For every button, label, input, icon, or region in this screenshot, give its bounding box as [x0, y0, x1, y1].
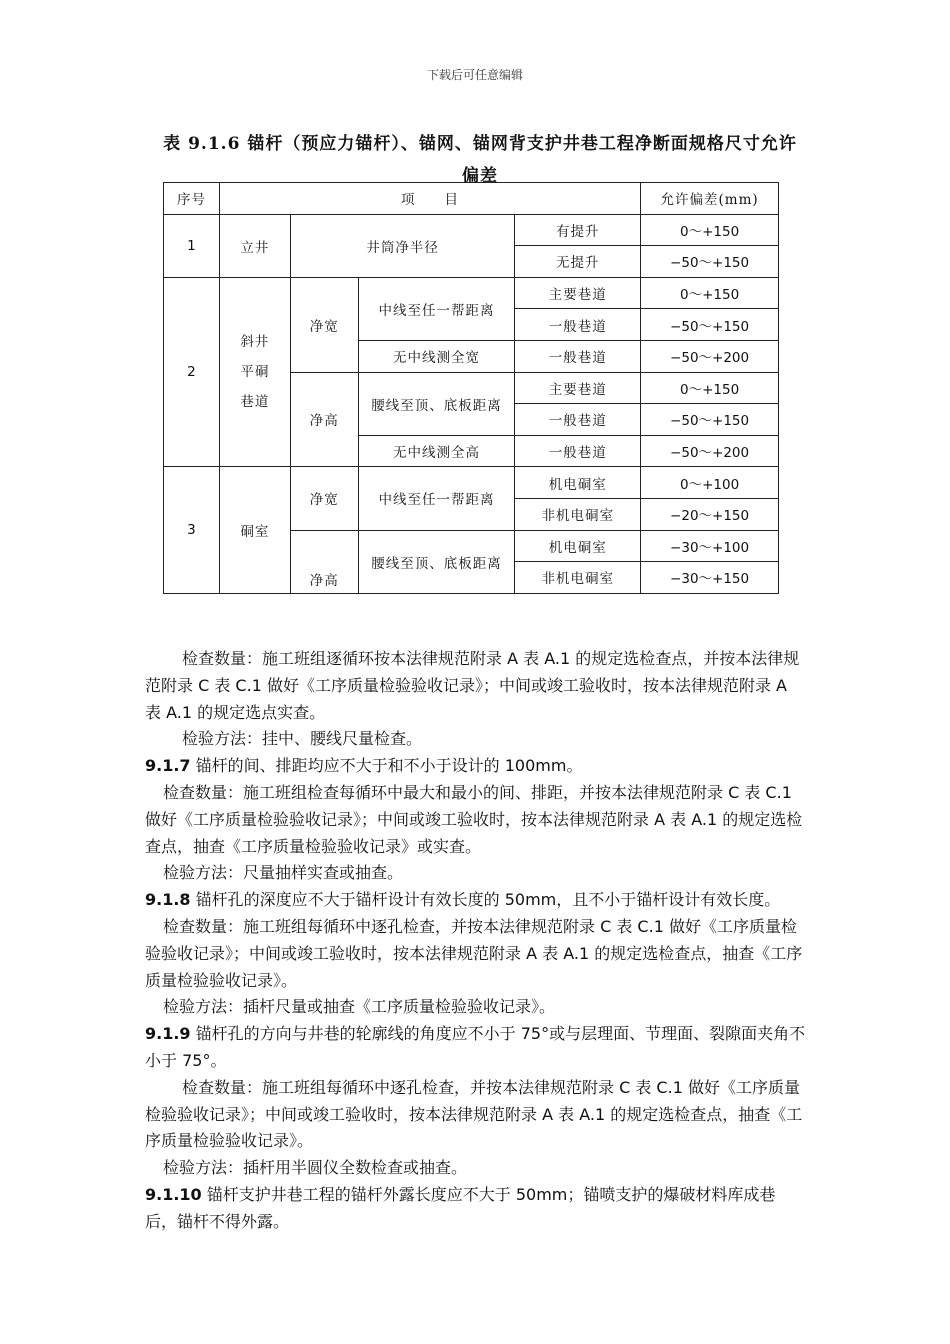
row3-sub-value: −20～+150: [641, 498, 779, 530]
row2-seq: 2: [164, 277, 220, 467]
header-seq: 序号: [164, 183, 220, 215]
paragraph: 检查数量：施工班组检查每循环中最大和最小的间、排距，并按本法律规范附录 C 表 C.1 做好《工序质量检验验收记录》；中间或竣工验收时，按本法律规范附录 A 表 A.1 的规定选检查点，抽查《工序质量检验验收记录》或实查。: [145, 782, 803, 856]
row3-sub-value: −30～+150: [641, 562, 779, 594]
header-item: 项 目: [219, 183, 640, 215]
header-tolerance: 允许偏差(mm): [641, 183, 779, 215]
row3-sub-label: 机电硐室: [515, 467, 641, 499]
row1-sub-value: −50～+150: [641, 246, 779, 278]
row3-type: 硐室: [219, 467, 290, 593]
row2-sub-value: −50～+200: [641, 340, 779, 372]
paragraph: 检验方法：尺量抽样实查或抽查。: [163, 863, 404, 883]
row2-type: [219, 277, 290, 467]
page-header-note: 下载后可任意编辑: [426, 68, 523, 82]
row2-type-line: 巷道: [240, 394, 270, 411]
section-number: 9.1.8: [145, 890, 191, 910]
row2-sub-label: 主要巷道: [515, 372, 641, 404]
row3-height-item: 腰线至顶、底板距离: [358, 530, 515, 593]
section-9-1-10: [145, 1182, 807, 1236]
row2-sub-value: 0～+150: [641, 372, 779, 404]
row2-sub-value: −50～+150: [641, 404, 779, 436]
table-row: [164, 467, 779, 499]
section-text: 锚杆孔的深度应不大于锚杆设计有效长度的 50mm，且不小于锚杆设计有效长度。: [190, 890, 781, 910]
section-text: 锚杆的间、排距均应不大于和不小于设计的 100mm。: [190, 756, 583, 776]
section-9-1-8: [145, 887, 807, 914]
row3-width-label: 净宽: [290, 467, 358, 530]
row2-type-line: 平硐: [240, 364, 270, 381]
row3-sub-label: 非机电硐室: [515, 498, 641, 530]
row1-sub-value: 0～+150: [641, 214, 779, 246]
paragraph: 检验方法：插杆尺量或抽查《工序质量检验验收记录》。: [163, 997, 556, 1017]
table-title-line1: 表 9.1.6 锚杆（预应力锚杆）、锚网、锚网背支护井巷工程净断面规格尺寸允许: [163, 134, 797, 154]
row3-sub-label: 机电硐室: [515, 530, 641, 562]
section-9-1-7: [145, 753, 807, 780]
row3-sub-value: 0～+100: [641, 467, 779, 499]
tolerance-table: [163, 182, 779, 594]
row2-width-item2: 无中线测全宽: [358, 340, 515, 372]
table-row: [164, 214, 779, 246]
row3-sub-value: −30～+100: [641, 530, 779, 562]
row3-width-item: 中线至任一帮距离: [358, 467, 515, 530]
row2-sub-label: 主要巷道: [515, 277, 641, 309]
paragraph: 检验方法：挂中、腰线尺量检查。: [182, 729, 423, 749]
row2-type-line: 斜井: [240, 334, 270, 351]
row2-height-item1: 腰线至顶、底板距离: [358, 372, 515, 435]
row2-height-label: 净高: [290, 372, 358, 467]
table-row: [164, 277, 779, 309]
row1-seq: 1: [164, 214, 220, 277]
table-header-row: [164, 183, 779, 215]
section-number: 9.1.7: [145, 756, 191, 776]
row2-width-label: 净宽: [290, 277, 358, 372]
paragraph: 检查数量：施工班组逐循环按本法律规范附录 A 表 A.1 的规定选检查点，并按本法律规范附录 C 表 C.1 做好《工序质量检验验收记录》；中间或竣工验收时，按本法律规范附录 A 表 A.1 的规定选点实查。: [145, 649, 800, 722]
paragraph: 检验方法：插杆用半圆仪全数检查或抽查。: [163, 1158, 468, 1178]
section-text: 锚杆支护井巷工程的锚杆外露长度应不大于 50mm；锚喷支护的爆破材料库成巷后，锚杆不得外露。: [145, 1184, 776, 1231]
paragraph: 检查数量：施工班组每循环中逐孔检查，并按本法律规范附录 C 表 C.1 做好《工序质量检验验收记录》；中间或竣工验收时，按本法律规范附录 A 表 A.1 的规定选检查点，抽查《工序质量检验验收记录》。: [145, 916, 803, 990]
section-9-1-9: [145, 1021, 807, 1075]
row1-item: 井筒净半径: [290, 214, 515, 277]
row1-type: 立井: [219, 214, 290, 277]
section-text: 锚杆孔的方向与井巷的轮廓线的角度应不小于 75°或与层理面、节理面、裂隙面夹角不小于 75°。: [145, 1024, 806, 1070]
row1-sub-label: 无提升: [515, 246, 641, 278]
row1-sub-label: 有提升: [515, 214, 641, 246]
row3-seq: 3: [164, 467, 220, 593]
body-text: [145, 646, 807, 1236]
row2-sub-label: 一般巷道: [515, 340, 641, 372]
row2-sub-value: −50～+200: [641, 435, 779, 467]
row2-sub-label: 一般巷道: [515, 435, 641, 467]
row2-height-item2: 无中线测全高: [358, 435, 515, 467]
row2-sub-value: −50～+150: [641, 309, 779, 341]
section-number: 9.1.9: [145, 1024, 191, 1044]
table-title-line2: 偏差: [462, 166, 498, 186]
section-number: 9.1.10: [145, 1184, 202, 1204]
row2-sub-label: 一般巷道: [515, 404, 641, 436]
row2-width-item1: 中线至任一帮距离: [358, 277, 515, 340]
row2-sub-value: 0～+150: [641, 277, 779, 309]
row3-height-label: 净高: [290, 530, 358, 593]
row3-sub-label: 非机电硐室: [515, 562, 641, 594]
paragraph: 检查数量：施工班组每循环中逐孔检查，并按本法律规范附录 C 表 C.1 做好《工序质量检验验收记录》；中间或竣工验收时，按本法律规范附录 A 表 A.1 的规定选检查点，抽查《工序质量检验验收记录》。: [145, 1077, 803, 1151]
row2-sub-label: 一般巷道: [515, 309, 641, 341]
